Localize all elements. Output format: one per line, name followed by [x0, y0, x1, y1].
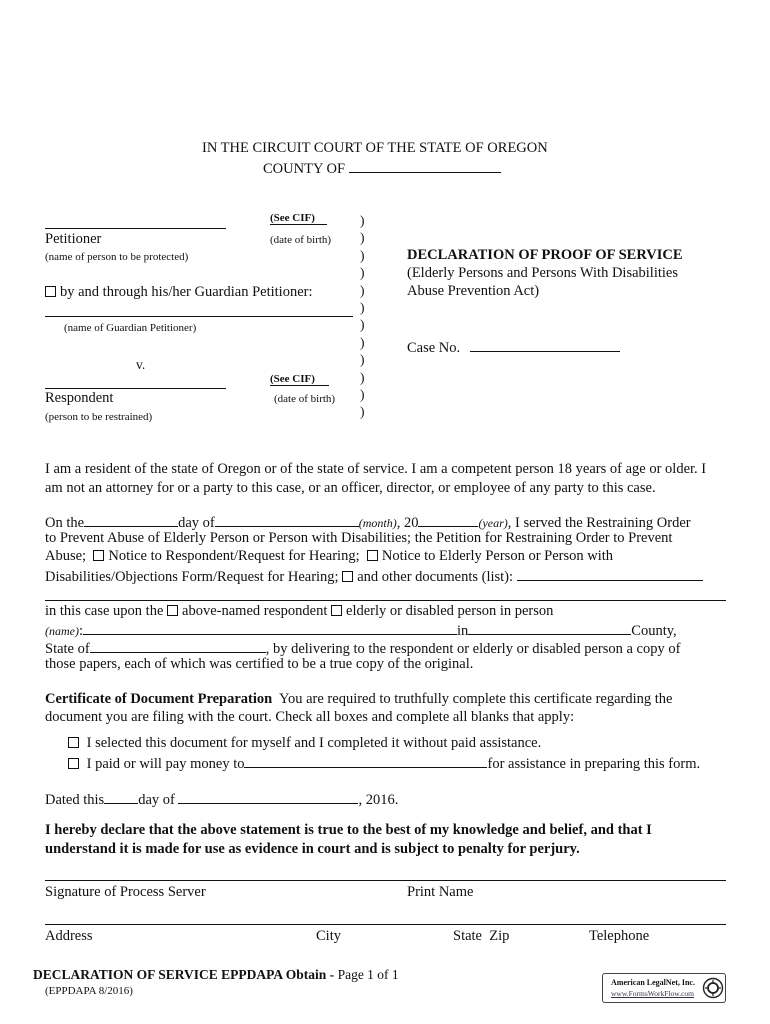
- versus-label: v.: [136, 357, 146, 372]
- telephone-label: Telephone: [589, 928, 650, 944]
- service-day-blank[interactable]: [84, 512, 178, 527]
- respondent-checkbox[interactable]: [167, 605, 178, 616]
- documents-list-line[interactable]: [45, 600, 726, 601]
- dated-month-blank[interactable]: [178, 789, 358, 804]
- paid-assistance-checkbox[interactable]: [68, 758, 79, 769]
- respondent-hint: (person to be restrained): [45, 411, 153, 423]
- documents-checkbox-row-2: Disabilities/Objections Form/Request for Hearing; and other documents (list):: [45, 566, 703, 586]
- petitioner-name-line[interactable]: [45, 228, 226, 229]
- certificate-heading: Certificate of Document Preparation: [45, 691, 273, 707]
- case-number-blank[interactable]: [470, 337, 620, 352]
- case-number-row: Case No.: [407, 337, 620, 357]
- self-prepared-checkbox[interactable]: [68, 737, 79, 748]
- guardian-checkbox-row[interactable]: by and through his/her Guardian Petitioner:: [45, 284, 313, 301]
- declaration-title: DECLARATION OF PROOF OF SERVICE: [407, 247, 683, 263]
- documents-checkbox-row-1: Abuse; Notice to Respondent/Request for Hearing; Notice to Elderly Person or Person with: [45, 548, 614, 564]
- notice-elderly-checkbox[interactable]: [367, 550, 378, 561]
- resident-statement-1: I am a resident of the state of Oregon or of the state of service. I am a competent person 18 years of age or older. I: [45, 461, 707, 477]
- service-date-row: On the day of (month), 20 (year), I served the Restraining Order: [45, 512, 691, 532]
- served-upon-row: in this case upon the above-named respondent elderly or disabled person in person: [45, 603, 554, 619]
- guardian-name-line[interactable]: [45, 316, 353, 317]
- service-year-blank[interactable]: [418, 512, 478, 527]
- petitioner-label: Petitioner: [45, 231, 102, 247]
- county-served-blank[interactable]: [468, 620, 631, 635]
- court-title: IN THE CIRCUIT COURT OF THE STATE OF OREGON: [202, 140, 548, 156]
- state-zip-label: State Zip: [453, 928, 510, 944]
- respondent-name-line[interactable]: [45, 388, 226, 389]
- county-blank[interactable]: [349, 158, 501, 173]
- dated-day-blank[interactable]: [104, 789, 138, 804]
- served-name-row: (name): in County,: [45, 620, 677, 640]
- dated-row: Dated this day of , 2016.: [45, 789, 398, 809]
- address-label: Address: [45, 928, 93, 944]
- petitioner-hint: (name of person to be protected): [45, 251, 189, 263]
- certificate-row-2: document you are filing with the court. Check all boxes and complete all blanks that apply:: [45, 709, 575, 725]
- oath-line-1: I hereby declare that the above statement is true to the best of my knowledge and belief, and that I: [45, 822, 652, 838]
- certificate-option-2[interactable]: I paid or will pay money to for assistance in preparing this form.: [68, 753, 700, 773]
- guardian-hint: (name of Guardian Petitioner): [64, 322, 197, 334]
- resident-statement-2: am not an attorney for or a party to this case, or an officer, director, or employee of any party to this case.: [45, 480, 656, 496]
- declaration-subtitle-2: Abuse Prevention Act): [407, 283, 540, 299]
- dob-label-2: (date of birth): [274, 393, 336, 405]
- other-documents-blank[interactable]: [517, 566, 703, 581]
- paid-assistance-blank[interactable]: [244, 753, 487, 768]
- documents-served-line: to Prevent Abuse of Elderly Person or Person with Disabilities; the Petition for Restraining Order to Prevent: [45, 530, 673, 546]
- notice-respondent-checkbox[interactable]: [93, 550, 104, 561]
- served-state-row: State of , by delivering to the respondent or elderly or disabled person a copy of: [45, 638, 680, 658]
- logo-emblem-icon: [702, 977, 724, 999]
- caption-divider: ) ) ) ) ) ) ) ) ) ) ) ): [360, 213, 365, 420]
- elderly-person-checkbox[interactable]: [331, 605, 342, 616]
- county-label: COUNTY OF: [263, 158, 501, 178]
- other-documents-checkbox[interactable]: [342, 571, 353, 582]
- respondent-label: Respondent: [45, 390, 114, 406]
- footer-form-code: (EPPDAPA 8/2016): [45, 985, 133, 997]
- declaration-subtitle-1: (Elderly Persons and Persons With Disabilities: [407, 265, 678, 281]
- see-cif-2: (See CIF): [270, 373, 329, 386]
- print-name-label: Print Name: [407, 884, 474, 900]
- service-month-blank[interactable]: [215, 512, 359, 527]
- signature-line[interactable]: [45, 880, 726, 881]
- city-label: City: [316, 928, 341, 944]
- oath-line-2: understand it is made for use as evidence in court and is subject to penalty for perjury.: [45, 841, 580, 857]
- address-line[interactable]: [45, 924, 726, 925]
- state-served-blank[interactable]: [90, 638, 266, 653]
- dob-label-1: (date of birth): [270, 234, 332, 246]
- footer-title-row: DECLARATION OF SERVICE EPPDAPA Obtain - Page 1 of 1: [33, 967, 399, 982]
- signature-label: Signature of Process Server: [45, 884, 206, 900]
- certified-copy-line: those papers, each of which was certified to be a true copy of the original.: [45, 656, 474, 672]
- see-cif-1: (See CIF): [270, 212, 327, 225]
- served-name-blank[interactable]: [83, 620, 457, 635]
- guardian-checkbox[interactable]: [45, 286, 56, 297]
- certificate-row-1: Certificate of Document Preparation You are required to truthfully complete this certificate regarding the: [45, 691, 673, 707]
- certificate-option-1[interactable]: I selected this document for myself and I completed it without paid assistance.: [68, 735, 541, 752]
- legalnet-logo[interactable]: American LegalNet, Inc. www.FormsWorkFlow.com: [602, 973, 726, 1003]
